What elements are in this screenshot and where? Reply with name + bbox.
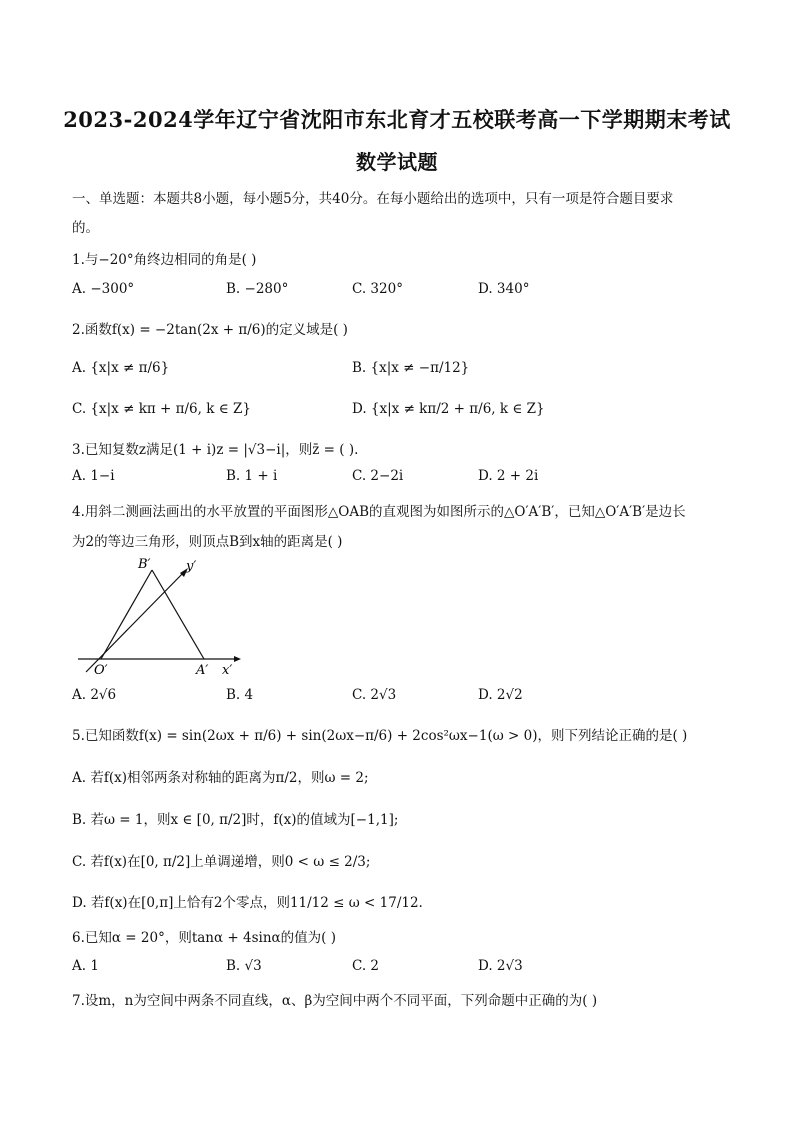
q2-option-a: A. {x|x ≠ π/6} bbox=[72, 360, 170, 376]
q4-stem: 4.用斜二测画法画出的水平放置的平面图形△OAB的直观图为如图所示的△O′A′B′，已知△O′A′B′是边长 bbox=[72, 504, 686, 520]
document-title: 2023-2024学年辽宁省沈阳市东北育才五校联考高一下学期期末考试 bbox=[63, 107, 731, 132]
y-axis-line bbox=[86, 570, 186, 672]
q5-option-a: A. 若f(x)相邻两条对称轴的距离为π/2，则ω = 2; bbox=[72, 770, 369, 786]
x-axis-arrow bbox=[234, 656, 241, 662]
side-ab bbox=[152, 570, 204, 659]
q1-option-a: A. −300° bbox=[72, 281, 135, 297]
q6-option-b: B. √3 bbox=[226, 958, 262, 974]
side-ob bbox=[101, 570, 152, 659]
label-o: O′ bbox=[94, 663, 108, 676]
q3-stem: 3.已知复数z满足(1 + i)z = |√3−i|，则z̄ = ( ). bbox=[72, 442, 359, 458]
q3-option-a: A. 1−i bbox=[72, 468, 115, 484]
q4-option-a: A. 2√6 bbox=[72, 687, 117, 703]
label-y: y′ bbox=[186, 559, 197, 574]
oblique-triangle-figure bbox=[74, 556, 244, 676]
q5-option-d: D. 若f(x)在[0,π]上恰有2个零点，则11/12 ≤ ω < 17/12. bbox=[72, 895, 423, 911]
q4-stem-cont: 为2的等边三角形，则顶点B到x轴的距离是( ) bbox=[72, 534, 343, 550]
q5-option-c: C. 若f(x)在[0, π/2]上单调递增，则0 < ω ≤ 2/3; bbox=[72, 854, 371, 870]
q5-option-b: B. 若ω = 1，则x ∈ [0, π/2]时，f(x)的值域为[−1,1]; bbox=[72, 812, 399, 828]
q5-stem: 5.已知函数f(x) = sin(2ωx + π/6) + sin(2ωx−π/6) + 2cos²ωx−1(ω > 0)，则下列结论正确的是( ) bbox=[72, 728, 688, 744]
q2-stem: 2.函数f(x) = −2tan(2x + π/6)的定义域是( ) bbox=[72, 322, 348, 338]
q3-option-d: D. 2 + 2i bbox=[478, 468, 539, 484]
label-x: x′ bbox=[222, 663, 233, 676]
q4-option-b: B. 4 bbox=[226, 687, 254, 703]
q4-option-d: D. 2√2 bbox=[478, 687, 523, 703]
q3-option-b: B. 1 + i bbox=[226, 468, 278, 484]
q4-option-c: C. 2√3 bbox=[352, 687, 397, 703]
label-a: A′ bbox=[196, 663, 209, 676]
q3-option-c: C. 2−2i bbox=[352, 468, 404, 484]
q2-option-c: C. {x|x ≠ kπ + π/6, k ∈ Z} bbox=[72, 401, 251, 417]
q6-stem: 6.已知α = 20°，则tanα + 4sinα的值为( ) bbox=[72, 930, 336, 946]
document-subtitle: 数学试题 bbox=[356, 150, 438, 174]
q6-option-d: D. 2√3 bbox=[478, 958, 523, 974]
q6-option-c: C. 2 bbox=[352, 958, 380, 974]
q1-option-d: D. 340° bbox=[478, 281, 530, 297]
section-header-cont: 的。 bbox=[72, 220, 99, 236]
q1-option-c: C. 320° bbox=[352, 281, 403, 297]
q1-option-b: B. −280° bbox=[226, 281, 289, 297]
q6-option-a: A. 1 bbox=[72, 958, 99, 974]
q7-stem: 7.设m，n为空间中两条不同直线，α、β为空间中两个不同平面，下列命题中正确的为( ) bbox=[72, 993, 598, 1009]
q1-stem: 1.与−20°角终边相同的角是( ) bbox=[72, 252, 257, 268]
section-header: 一、单选题：本题共8小题，每小题5分，共40分。在每小题给出的选项中，只有一项是符合题目要求 bbox=[72, 191, 674, 207]
q2-option-b: B. {x|x ≠ −π/12} bbox=[352, 360, 470, 376]
label-b: B′ bbox=[138, 557, 151, 572]
q2-option-d: D. {x|x ≠ kπ/2 + π/6, k ∈ Z} bbox=[352, 401, 545, 417]
